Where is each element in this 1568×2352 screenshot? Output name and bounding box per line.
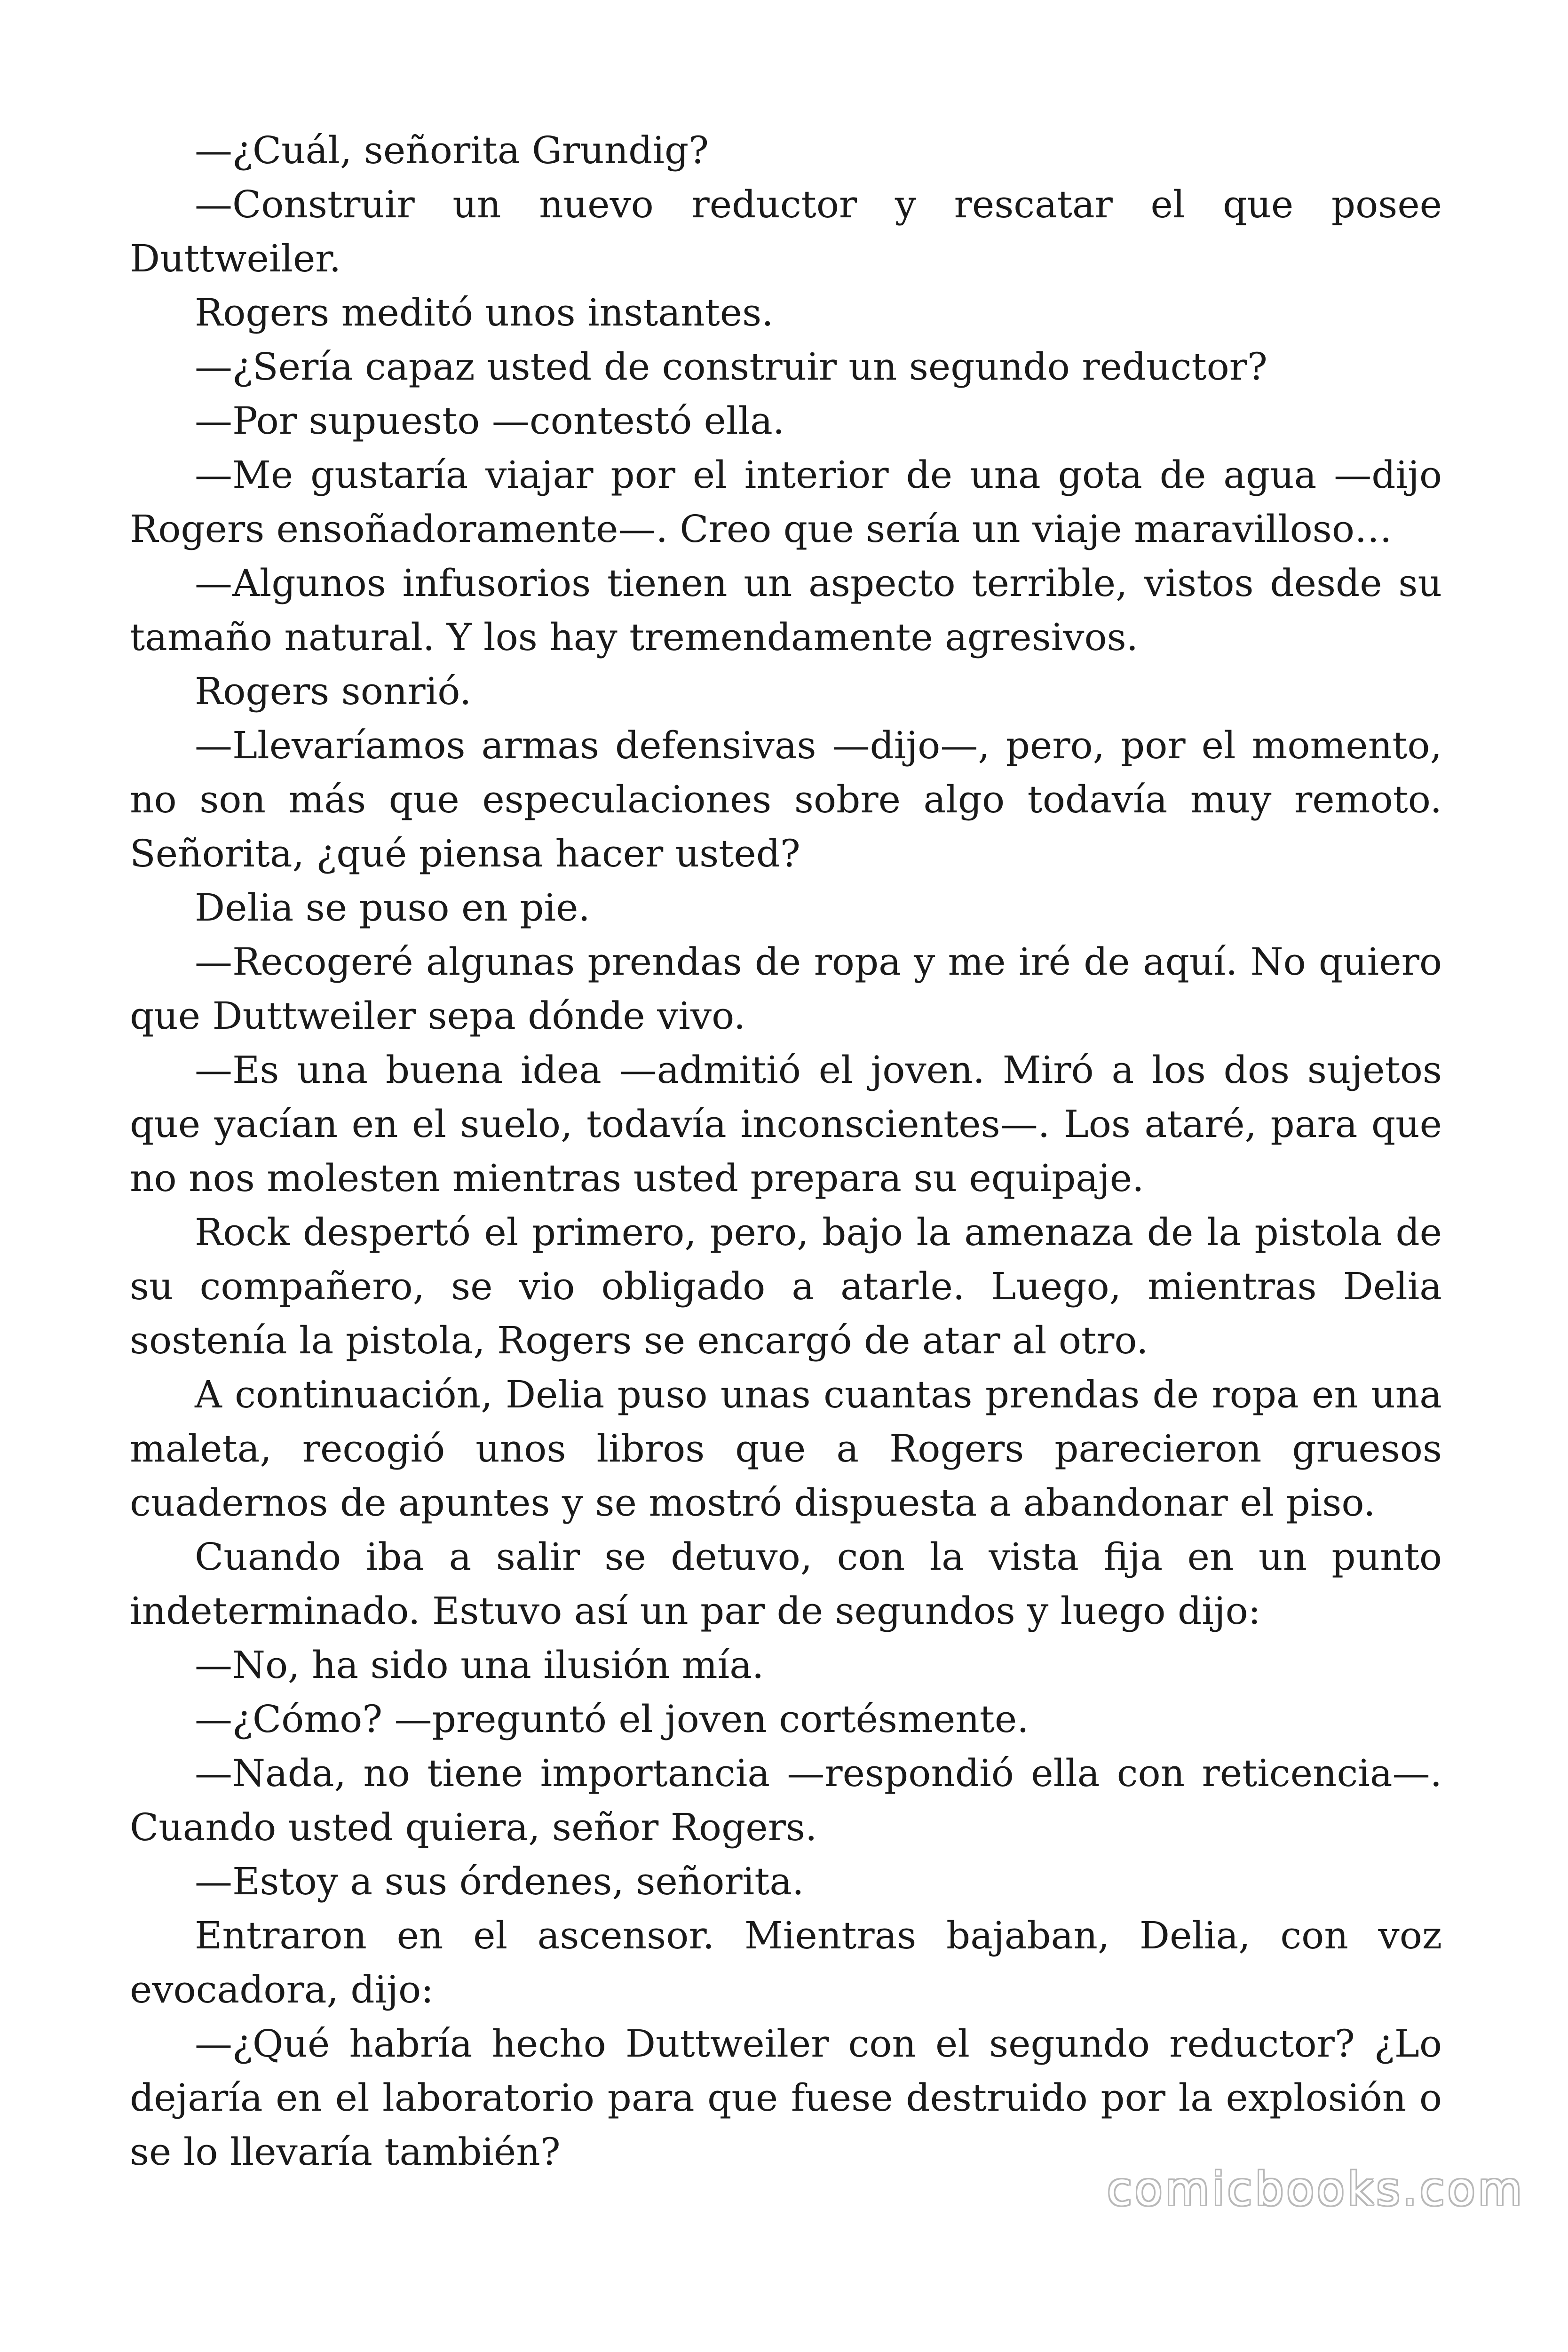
paragraph: —Llevaríamos armas defensivas —dijo—, pero, por el momento, no son más que especulaciones sobre algo todavía muy remoto. Señorita, ¿qué piensa hacer usted? [130,723,1442,875]
paragraph: —Me gustaría viajar por el interior de una gota de agua —dijo Rogers ensoñadoramente—. Creo que sería un viaje maravilloso… [130,453,1442,551]
paragraph: Entraron en el ascensor. Mientras bajaban, Delia, con voz evocadora, dijo: [130,1914,1442,2011]
paragraph: —Es una buena idea —admitió el joven. Miró a los dos sujetos que yacían en el suelo, todavía inconscientes—. Los ataré, para que no nos molesten mientras usted prepara su equipaje. [130,1048,1442,1200]
paragraph: Delia se puso en pie. [195,886,590,930]
paragraph: —¿Cuál, señorita Grundig? [195,128,709,172]
paragraph: —Nada, no tiene importancia —respondió ella con reticencia—. Cuando usted quiera, señor Rogers. [130,1751,1442,1849]
paragraph: Cuando iba a salir se detuvo, con la vista fija en un punto indeterminado. Estuvo así un par de segundos y luego dijo: [130,1535,1442,1633]
paragraph: —Recogeré algunas prendas de ropa y me iré de aquí. No quiero que Duttweiler sepa dónde vivo. [130,940,1442,1038]
paragraph: —¿Qué habría hecho Duttweiler con el segundo reductor? ¿Lo dejaría en el laboratorio para que fuese destruido por la explosión o se lo llevaría también? [130,2022,1442,2174]
paragraph: Rogers meditó unos instantes. [195,291,774,334]
paragraph: —No, ha sido una ilusión mía. [195,1643,764,1687]
paragraph: —Construir un nuevo reductor y rescatar el que posee Duttweiler. [130,183,1442,280]
paragraph: —¿Sería capaz usted de construir un segundo reductor? [195,345,1267,389]
body-text [130,123,1442,2179]
paragraph: A continuación, Delia puso unas cuantas prendas de ropa en una maleta, recogió unos libros que a Rogers parecieron gruesos cuadernos de apuntes y se mostró dispuesta a abandonar el piso. [130,1373,1442,1525]
paragraph: —¿Cómo? —preguntó el joven cortésmente. [195,1697,1029,1741]
paragraph: Rogers sonrió. [195,669,472,713]
paragraph: —Por supuesto —contestó ella. [195,399,785,443]
watermark: comicbooks.com [1107,2163,1525,2216]
paragraph: —Estoy a sus órdenes, señorita. [195,1859,804,1903]
paragraph: Rock despertó el primero, pero, bajo la amenaza de la pistola de su compañero, se vio obligado a atarle. Luego, mientras Delia sostenía la pistola, Rogers se encargó de atar al otro. [130,1210,1442,1362]
paragraph: —Algunos infusorios tienen un aspecto terrible, vistos desde su tamaño natural. Y los hay tremendamente agresivos. [130,561,1442,659]
